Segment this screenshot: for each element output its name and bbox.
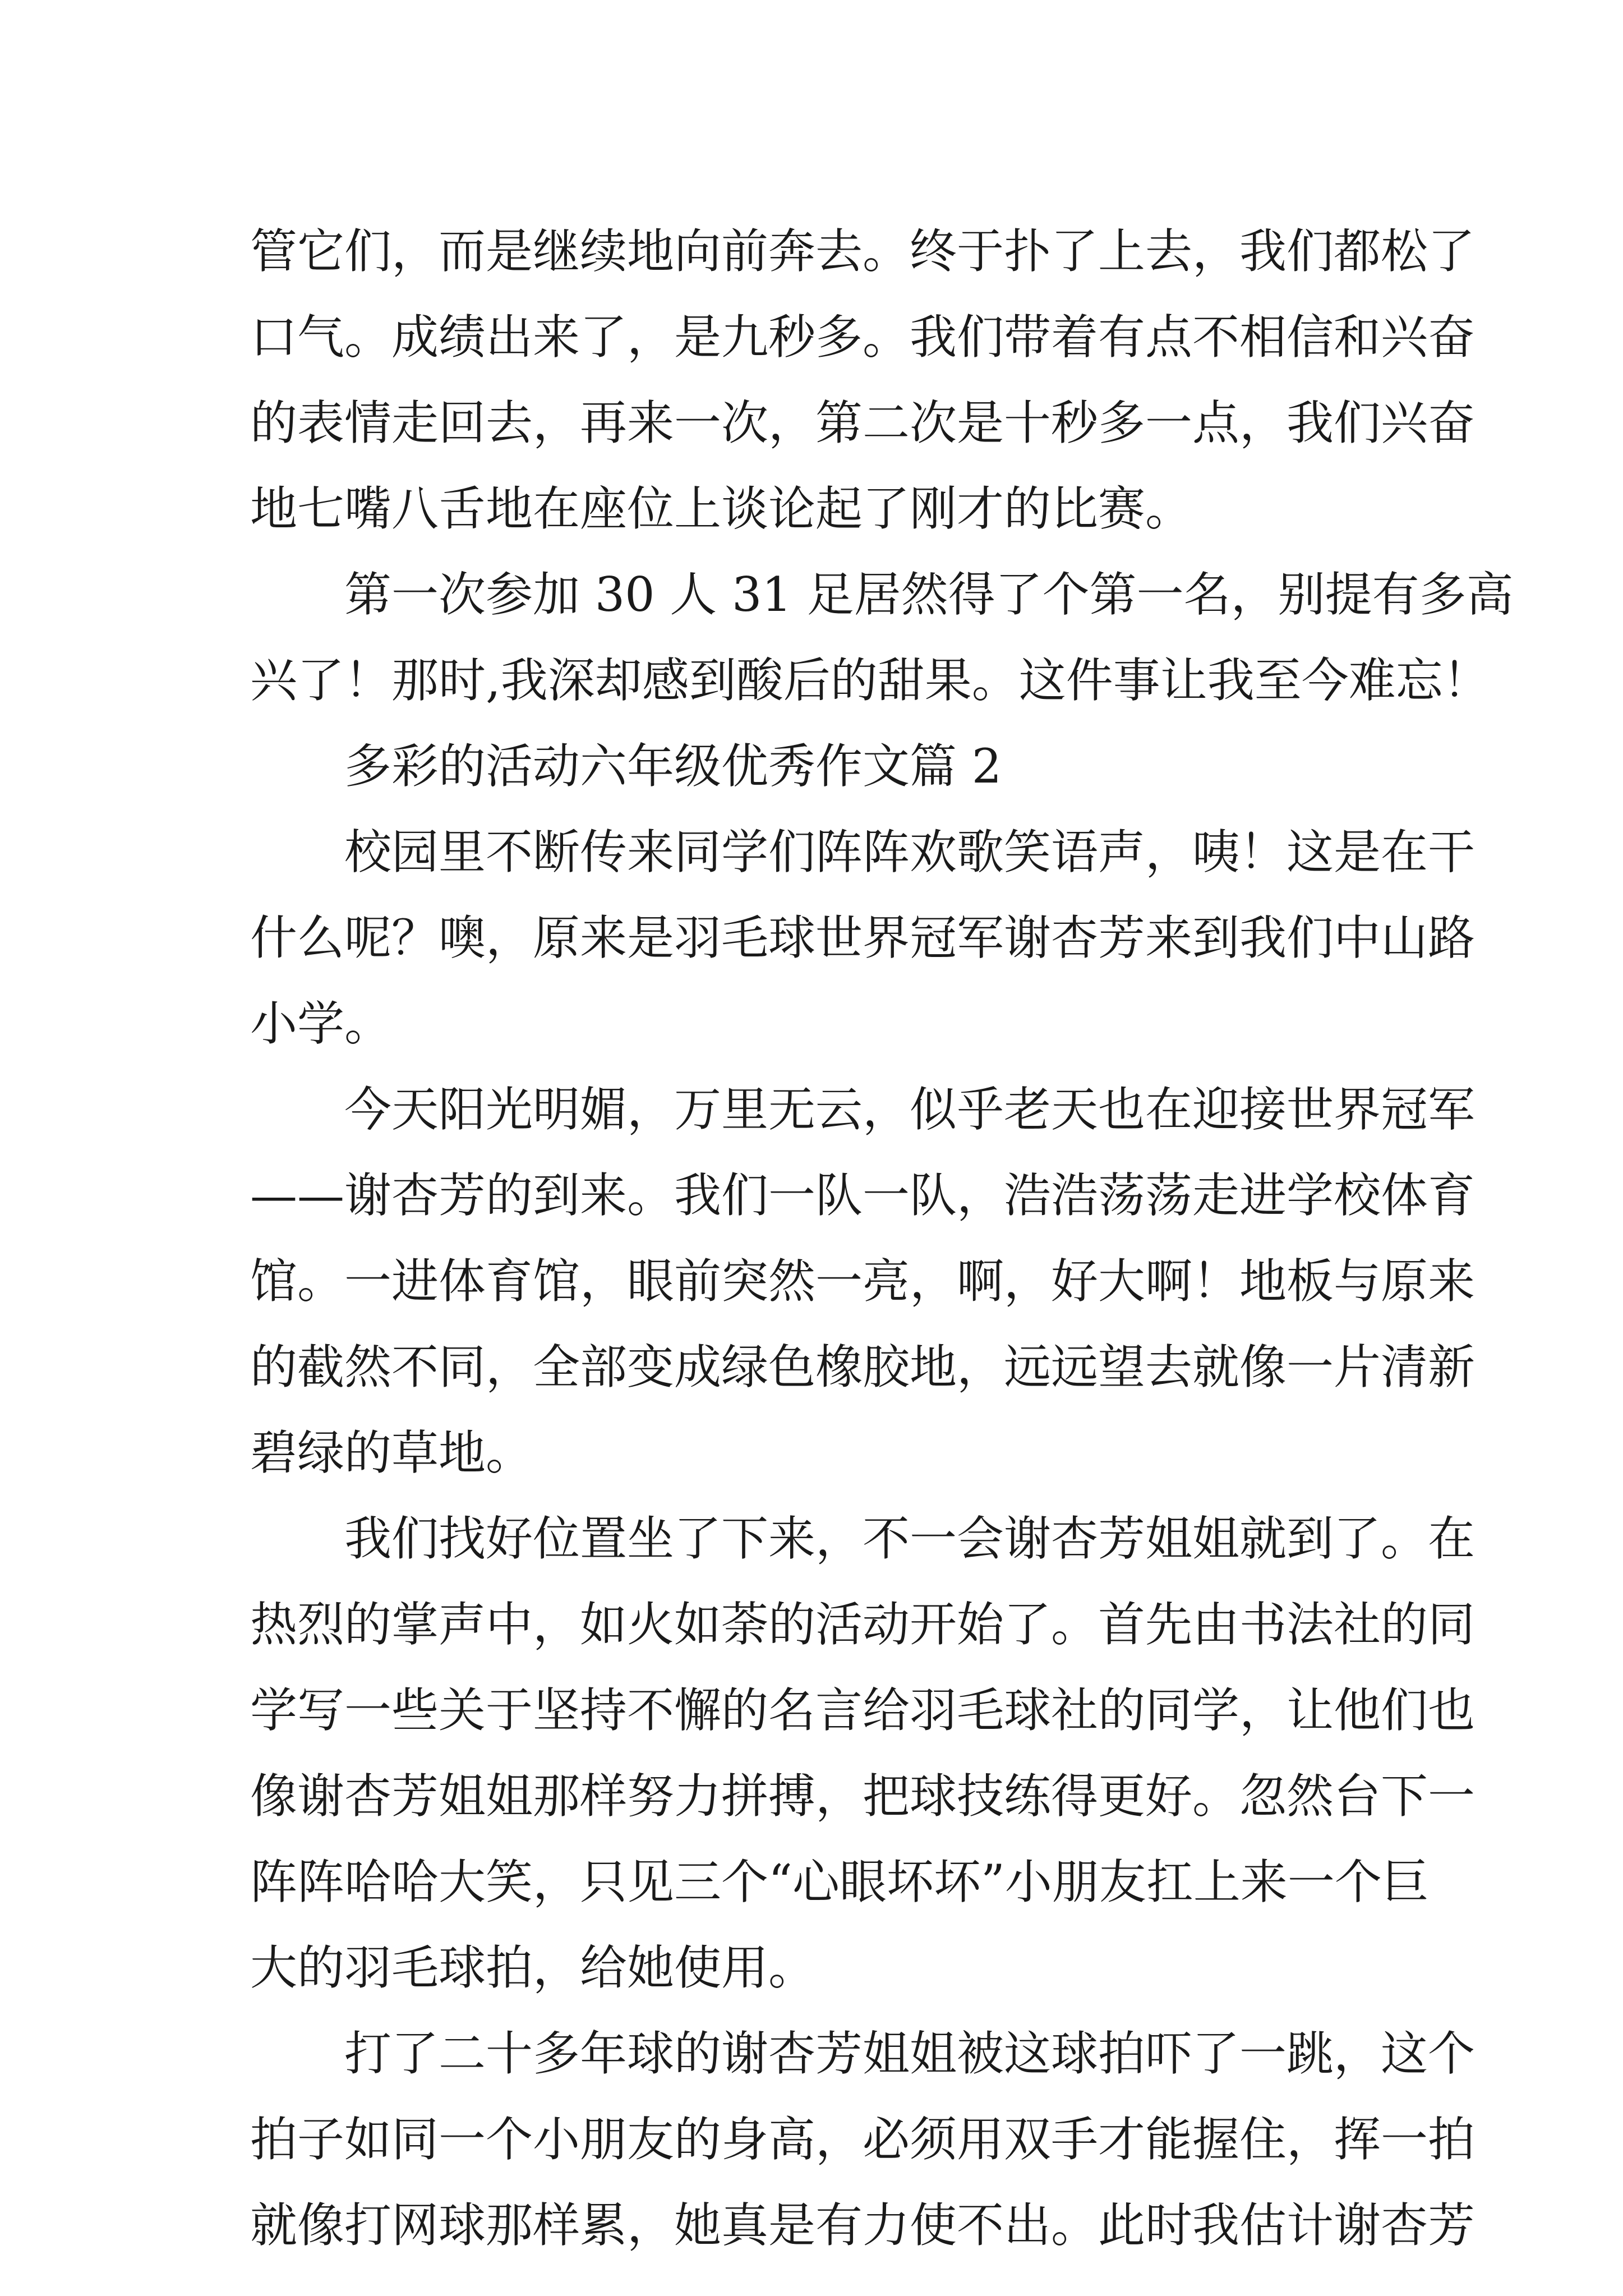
- text-line: 小学。: [250, 996, 392, 1051]
- text-line: 校园里不断传来同学们阵阵欢歌笑语声，咦！这是在干: [344, 825, 1476, 880]
- text-line: 管它们，而是继续地向前奔去。终于扑了上去，我们都松了: [250, 224, 1476, 279]
- text-line: 今天阳光明媚，万里无云，似乎老天也在迎接世界冠军: [344, 1082, 1476, 1137]
- text-line: 就像打网球那样累，她真是有力使不出。此时我估计谢杏芳: [250, 2198, 1476, 2253]
- text-line: 地七嘴八舌地在座位上谈论起了刚才的比赛。: [250, 481, 1193, 536]
- text-line: 我们找好位置坐了下来，不一会谢杏芳姐姐就到了。在: [344, 1511, 1476, 1566]
- essay-body: [250, 209, 1514, 2269]
- text-line: 馆。一进体育馆，眼前突然一亮，啊，好大啊！地板与原来: [250, 1254, 1476, 1309]
- text-line: 的截然不同，全部变成绿色橡胶地，远远望去就像一片清新: [250, 1340, 1476, 1395]
- text-line: 的表情走回去，再来一次，第二次是十秒多一点，我们兴奋: [250, 395, 1476, 450]
- text-line: 口气。成绩出来了，是九秒多。我们带着有点不相信和兴奋: [250, 310, 1476, 365]
- text-line: 热烈的掌声中，如火如荼的活动开始了。首先由书法社的同: [250, 1597, 1476, 1652]
- text-line: 大的羽毛球拍，给她使用。: [250, 1940, 816, 1995]
- text-line: 兴了！那时,我深却感到酸后的甜果。这件事让我至今难忘！: [250, 653, 1490, 708]
- text-line: 多彩的活动六年级优秀作文篇 2: [344, 739, 1002, 794]
- text-line: ——谢杏芳的到来。我们一队一队，浩浩荡荡走进学校体育: [250, 1168, 1476, 1223]
- text-line: 阵阵哈哈大笑，只见三个“心眼坏坏”小朋友扛上来一个巨: [250, 1855, 1429, 1910]
- text-line: 碧绿的草地。: [250, 1425, 533, 1480]
- text-line: 第一次参加 30 人 31 足居然得了个第一名，别提有多高: [344, 567, 1514, 622]
- text-line: 像谢杏芳姐姐那样努力拼搏，把球技练得更好。忽然台下一: [250, 1769, 1476, 1824]
- text-line: 拍子如同一个小朋友的身高，必须用双手才能握住，挥一拍: [250, 2112, 1476, 2167]
- text-line: 什么呢？噢，原来是羽毛球世界冠军谢杏芳来到我们中山路: [250, 910, 1476, 965]
- text-line: 学写一些关于坚持不懈的名言给羽毛球社的同学，让他们也: [250, 1683, 1476, 1738]
- text-line: 打了二十多年球的谢杏芳姐姐被这球拍吓了一跳，这个: [344, 2026, 1476, 2081]
